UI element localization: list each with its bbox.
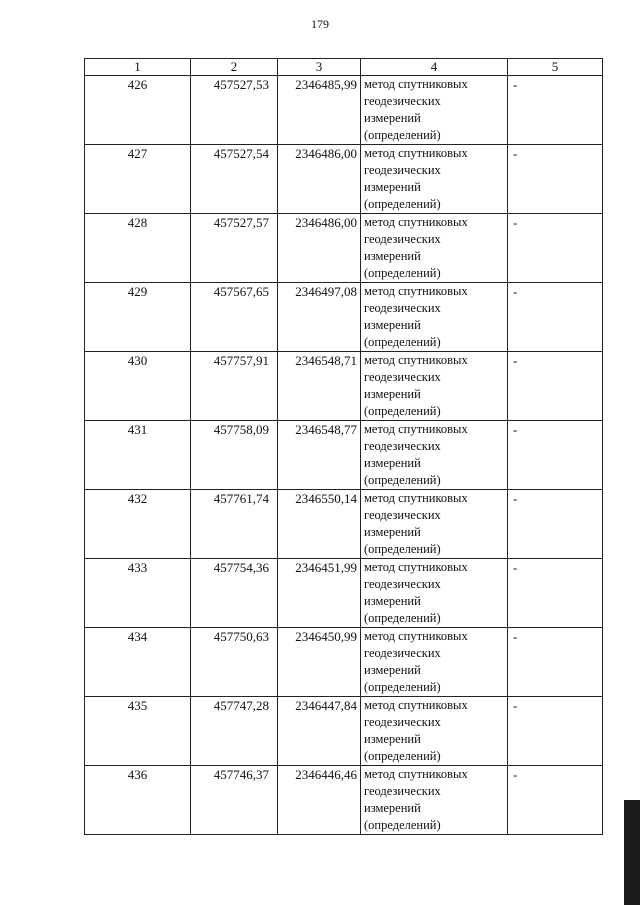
method-text-line: (определений)	[364, 266, 441, 280]
coordinates-table	[84, 58, 603, 835]
y-coordinate-cell: 2346548,71	[278, 352, 361, 421]
method-text-line: геодезических	[364, 577, 441, 591]
y-coordinate-cell: 2346497,08	[278, 283, 361, 352]
column-header: 2	[191, 59, 278, 76]
y-coordinate-cell: 2346451,99	[278, 559, 361, 628]
method-cell	[361, 766, 508, 835]
method-text-line: (определений)	[364, 128, 441, 142]
method-text-line: метод спутниковых	[364, 698, 468, 712]
method-text-line: геодезических	[364, 370, 441, 384]
x-coordinate-cell: 457757,91	[191, 352, 278, 421]
method-text-line: геодезических	[364, 784, 441, 798]
table-row	[85, 559, 603, 628]
method-text-line: измерений	[364, 180, 421, 194]
table-row	[85, 352, 603, 421]
note-cell: -	[508, 766, 603, 835]
table-header-row	[85, 59, 603, 76]
method-text-line: метод спутниковых	[364, 284, 468, 298]
table-row	[85, 421, 603, 490]
method-text-line: (определений)	[364, 473, 441, 487]
method-text-line: метод спутниковых	[364, 767, 468, 781]
table-row	[85, 697, 603, 766]
table-body	[85, 76, 603, 835]
table-row	[85, 490, 603, 559]
method-cell	[361, 214, 508, 283]
note-cell: -	[508, 421, 603, 490]
method-cell	[361, 628, 508, 697]
method-text-line: измерений	[364, 318, 421, 332]
column-header: 5	[508, 59, 603, 76]
method-text-line: (определений)	[364, 818, 441, 832]
y-coordinate-cell: 2346486,00	[278, 145, 361, 214]
table-row	[85, 76, 603, 145]
method-text-line: (определений)	[364, 680, 441, 694]
table-row	[85, 283, 603, 352]
method-text-line: измерений	[364, 594, 421, 608]
note-cell: -	[508, 628, 603, 697]
note-cell: -	[508, 145, 603, 214]
note-cell: -	[508, 283, 603, 352]
point-number-cell: 430	[85, 352, 191, 421]
x-coordinate-cell: 457567,65	[191, 283, 278, 352]
method-text-line: геодезических	[364, 508, 441, 522]
x-coordinate-cell: 457527,57	[191, 214, 278, 283]
y-coordinate-cell: 2346447,84	[278, 697, 361, 766]
point-number-cell: 429	[85, 283, 191, 352]
method-text-line: метод спутниковых	[364, 77, 468, 91]
note-cell: -	[508, 76, 603, 145]
point-number-cell: 436	[85, 766, 191, 835]
x-coordinate-cell: 457527,53	[191, 76, 278, 145]
method-text-line: метод спутниковых	[364, 491, 468, 505]
method-text-line: геодезических	[364, 232, 441, 246]
method-text-line: (определений)	[364, 749, 441, 763]
note-cell: -	[508, 490, 603, 559]
method-text-line: геодезических	[364, 163, 441, 177]
y-coordinate-cell: 2346446,46	[278, 766, 361, 835]
y-coordinate-cell: 2346548,77	[278, 421, 361, 490]
method-cell	[361, 559, 508, 628]
method-text-line: (определений)	[364, 335, 441, 349]
method-text-line: измерений	[364, 111, 421, 125]
note-cell: -	[508, 559, 603, 628]
method-cell	[361, 145, 508, 214]
method-text-line: геодезических	[364, 439, 441, 453]
x-coordinate-cell: 457758,09	[191, 421, 278, 490]
table-row	[85, 766, 603, 835]
point-number-cell: 434	[85, 628, 191, 697]
method-text-line: измерений	[364, 387, 421, 401]
method-text-line: геодезических	[364, 646, 441, 660]
table-row	[85, 145, 603, 214]
method-text-line: метод спутниковых	[364, 353, 468, 367]
method-text-line: метод спутниковых	[364, 215, 468, 229]
point-number-cell: 432	[85, 490, 191, 559]
note-cell: -	[508, 697, 603, 766]
page-number: 179	[311, 17, 329, 31]
method-text-line: метод спутниковых	[364, 560, 468, 574]
point-number-cell: 426	[85, 76, 191, 145]
y-coordinate-cell: 2346486,00	[278, 214, 361, 283]
method-text-line: измерений	[364, 801, 421, 815]
method-text-line: (определений)	[364, 611, 441, 625]
column-header: 3	[278, 59, 361, 76]
x-coordinate-cell: 457747,28	[191, 697, 278, 766]
point-number-cell: 431	[85, 421, 191, 490]
scan-edge-mark	[624, 800, 640, 905]
method-text-line: измерений	[364, 663, 421, 677]
column-header: 1	[85, 59, 191, 76]
method-text-line: измерений	[364, 732, 421, 746]
point-number-cell: 428	[85, 214, 191, 283]
method-text-line: метод спутниковых	[364, 146, 468, 160]
method-cell	[361, 352, 508, 421]
method-text-line: геодезических	[364, 301, 441, 315]
x-coordinate-cell: 457746,37	[191, 766, 278, 835]
y-coordinate-cell: 2346550,14	[278, 490, 361, 559]
method-text-line: геодезических	[364, 94, 441, 108]
method-cell	[361, 697, 508, 766]
method-text-line: измерений	[364, 525, 421, 539]
method-text-line: (определений)	[364, 542, 441, 556]
point-number-cell: 433	[85, 559, 191, 628]
point-number-cell: 435	[85, 697, 191, 766]
method-text-line: метод спутниковых	[364, 629, 468, 643]
table-row	[85, 628, 603, 697]
y-coordinate-cell: 2346450,99	[278, 628, 361, 697]
column-header: 4	[361, 59, 508, 76]
method-text-line: (определений)	[364, 197, 441, 211]
method-cell	[361, 76, 508, 145]
method-text-line: метод спутниковых	[364, 422, 468, 436]
method-cell	[361, 421, 508, 490]
method-cell	[361, 283, 508, 352]
method-text-line: геодезических	[364, 715, 441, 729]
y-coordinate-cell: 2346485,99	[278, 76, 361, 145]
method-cell	[361, 490, 508, 559]
method-text-line: измерений	[364, 456, 421, 470]
point-number-cell: 427	[85, 145, 191, 214]
note-cell: -	[508, 214, 603, 283]
method-text-line: (определений)	[364, 404, 441, 418]
x-coordinate-cell: 457754,36	[191, 559, 278, 628]
table-row	[85, 214, 603, 283]
note-cell: -	[508, 352, 603, 421]
x-coordinate-cell: 457761,74	[191, 490, 278, 559]
method-text-line: измерений	[364, 249, 421, 263]
x-coordinate-cell: 457750,63	[191, 628, 278, 697]
x-coordinate-cell: 457527,54	[191, 145, 278, 214]
